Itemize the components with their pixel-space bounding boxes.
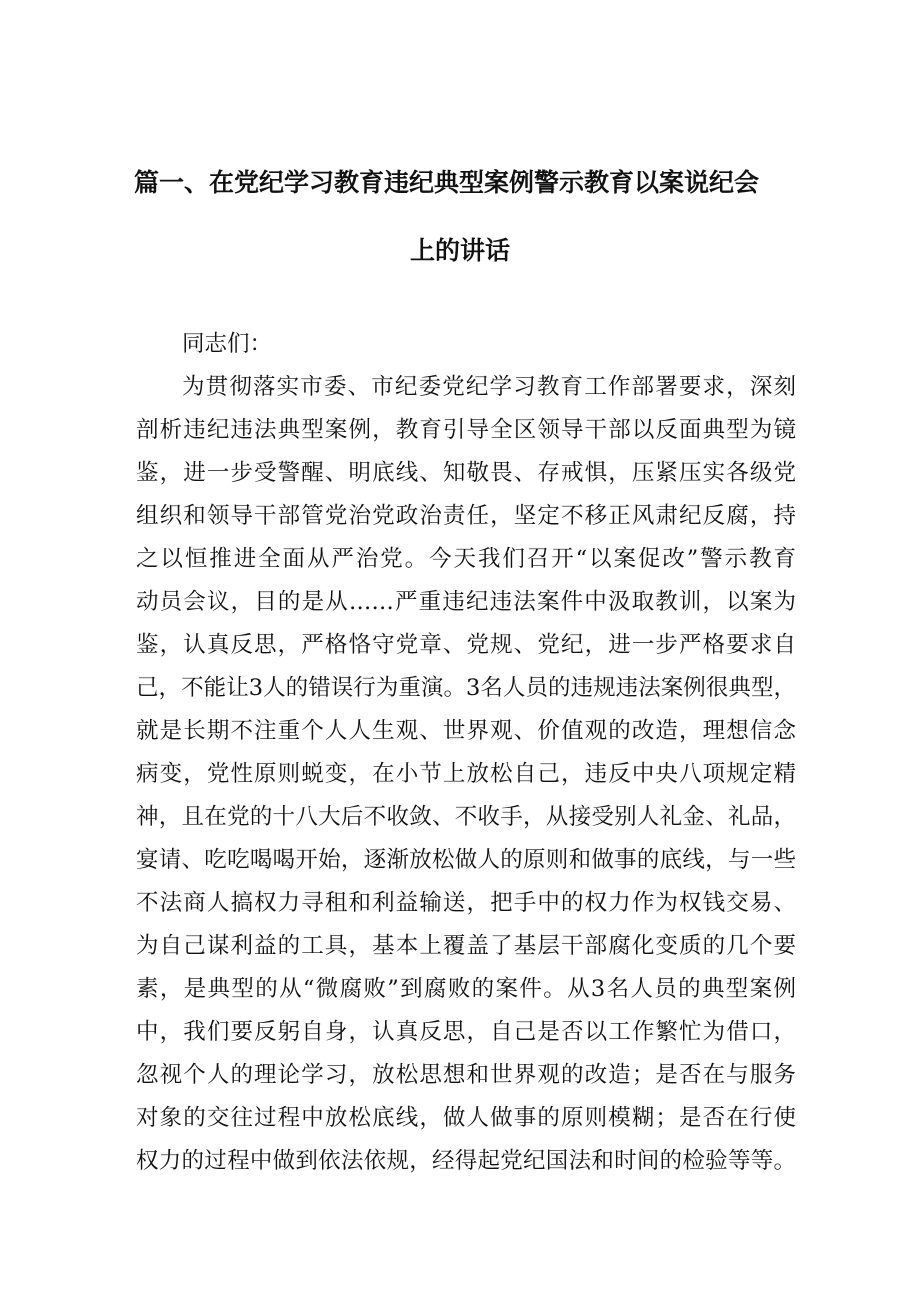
paragraph-line: 为贯彻落实市委、市纪委党纪学习教育工作部署要求，深刻 [182,374,796,400]
paragraph-line: 权力的过程中做到依法依规，经得起党纪国法和时间的检验等等。 [136,1148,796,1174]
document-body [136,323,796,1183]
paragraph-line: 就是长期不注重个人人生观、世界观、价值观的改造，理想信念 [136,718,796,744]
paragraph-line: 之以恒推进全面从严治党。今天我们召开“以案促改”警示教育 [136,546,796,572]
paragraph-line: 对象的交往过程中放松底线，做人做事的原则模糊；是否在行使 [136,1105,796,1131]
paragraph-line: 鉴，进一步受警醒、明底线、知敬畏、存戒惧，压紧压实各级党 [136,460,796,486]
paragraph-line: 病变，党性原则蜕变，在小节上放松自己，违反中央八项规定精 [136,761,796,787]
paragraph-line: 不法商人搞权力寻租和利益输送，把手中的权力作为权钱交易、 [136,890,796,916]
paragraph-line: 中，我们要反躬自身，认真反思，自己是否以工作繁忙为借口， [136,1019,796,1045]
greeting: 同志们： [182,331,273,357]
document-title-line-1: 篇一、在党纪学习教育违纪典型案例警示教育以案说纪会 [134,168,760,197]
document-title-line-2: 上的讲话 [409,236,510,265]
paragraph-line: 鉴，认真反思，严格恪守党章、党规、党纪，进一步严格要求自 [136,632,796,658]
paragraph-line: 素，是典型的从“微腐败”到腐败的案件。从3名人员的典型案例 [136,976,796,1002]
paragraph-line: 忽视个人的理论学习，放松思想和世界观的改造；是否在与服务 [136,1062,796,1088]
paragraph-line: 动员会议，目的是从……严重违纪违法案件中汲取教训，以案为 [136,589,796,615]
paragraph-line: 宴请、吃吃喝喝开始，逐渐放松做人的原则和做事的底线，与一些 [136,847,796,873]
paragraph-line: 剖析违纪违法典型案例，教育引导全区领导干部以反面典型为镜 [136,417,796,443]
paragraph-line: 组织和领导干部管党治党政治责任，坚定不移正风肃纪反腐，持 [136,503,796,529]
paragraph-line: 己，不能让3人的错误行为重演。3名人员的违规违法案例很典型， [136,675,796,701]
paragraph-line: 神，且在党的十八大后不收敛、不收手，从接受别人礼金、礼品， [136,804,796,830]
paragraph-line: 为自己谋利益的工具，基本上覆盖了基层干部腐化变质的几个要 [136,933,796,959]
